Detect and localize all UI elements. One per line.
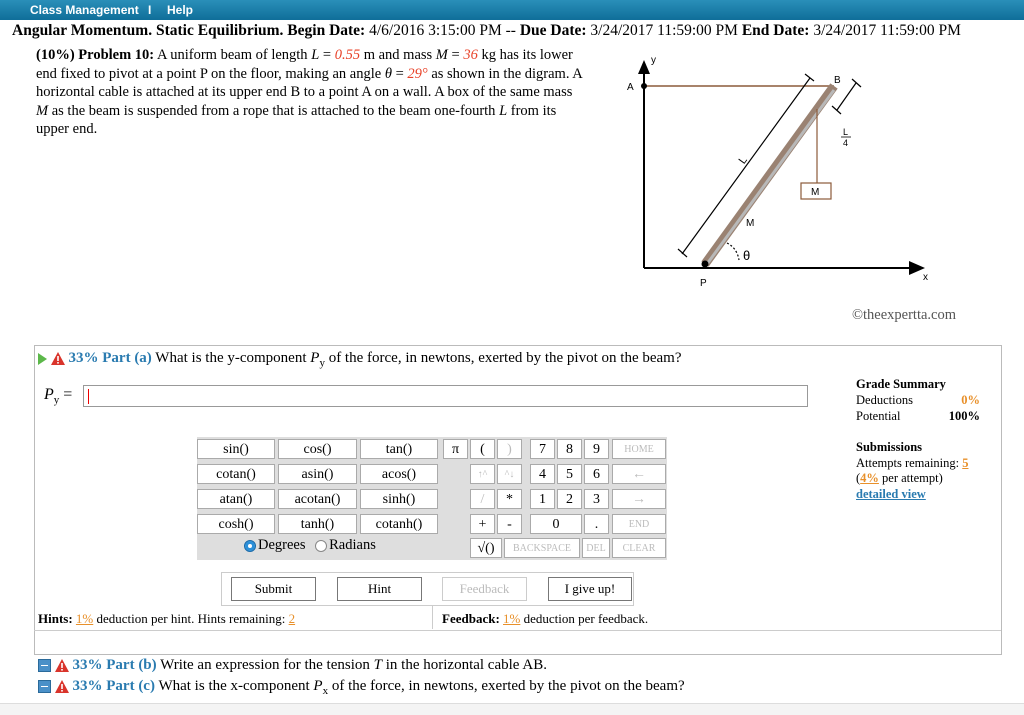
part-c-sub: x (322, 685, 329, 697)
length-value: 0.55 (334, 47, 361, 63)
point-P-label: P (700, 278, 707, 289)
beam (705, 86, 834, 264)
problem-text-6: from its upper end. (36, 102, 557, 137)
delete-key[interactable]: DEL (582, 538, 610, 558)
part-b-question-post: in the horizontal cable AB. (382, 657, 547, 673)
function-key[interactable]: tan() (360, 439, 438, 459)
part-c-var: P (313, 678, 323, 694)
part-c-question-pre: What is the x-component (158, 678, 314, 694)
radians-radio[interactable] (315, 540, 327, 552)
var-L-2: L (499, 102, 508, 119)
point-A (641, 83, 647, 89)
function-key[interactable]: cosh() (197, 514, 275, 534)
submissions-panel (856, 440, 986, 502)
per-attempt-value: 4% (860, 471, 879, 485)
beam-highlight (707, 90, 834, 264)
class-management-link[interactable]: Class Management (30, 3, 139, 17)
part-a-question-post: of the force, in newtons, exerted by the pivot on the beam? (324, 350, 682, 366)
date-dash: -- (505, 22, 516, 39)
pi-key[interactable]: π (443, 439, 468, 459)
divide-key[interactable]: / (470, 489, 495, 509)
potential-label: Potential (856, 409, 901, 423)
warning-icon (55, 680, 69, 693)
problem-text-3: kg has its lower end fixed to pivot at a point P on the floor, making an angle (36, 47, 573, 82)
problem-statement (36, 46, 584, 139)
degrees-label: Degrees (258, 537, 306, 553)
var-M-2: M (36, 102, 49, 119)
function-key[interactable]: acotan() (278, 489, 357, 509)
end-date-label: End Date: (741, 22, 810, 39)
hints-text: deduction per hint. Hints remaining: (93, 611, 289, 626)
problem-weight: (10%) Problem 10: (36, 47, 155, 63)
submit-button[interactable]: Submit (231, 577, 316, 601)
y-label: y (651, 55, 656, 66)
answer-label (44, 386, 72, 406)
angle-mode (244, 537, 376, 554)
up-caret-key[interactable]: ↑^ (470, 464, 495, 484)
collapse-icon[interactable] (38, 680, 51, 693)
hint-deduction: 1% (75, 611, 94, 626)
problem-text-5: as the beam is suspended from a rope that is attached to the beam one-fourth (48, 102, 500, 119)
function-key[interactable]: acos() (360, 464, 438, 484)
help-link[interactable]: Help (167, 3, 194, 17)
part-b-var: T (373, 657, 382, 673)
digit-key[interactable]: 9 (584, 439, 609, 459)
function-key[interactable]: cotanh() (360, 514, 438, 534)
theta-label: θ (743, 248, 751, 263)
left-paren-key[interactable]: ( (470, 439, 495, 459)
function-key[interactable]: tanh() (278, 514, 357, 534)
part-b-question-pre: Write an expression for the tension (160, 657, 374, 673)
attempts-value: 5 (962, 455, 969, 470)
var-L: L (311, 47, 320, 63)
bottom-bar (0, 703, 1024, 715)
hints-remaining: 2 (288, 611, 296, 626)
grade-summary (856, 376, 980, 424)
part-a-header (38, 350, 682, 369)
x-label: x (923, 272, 928, 283)
deductions-value: 0% (961, 393, 980, 407)
hints-feedback-divider (432, 605, 433, 629)
var-theta: θ (384, 65, 392, 82)
function-key[interactable]: sin() (197, 439, 275, 459)
collapse-icon[interactable] (38, 659, 51, 672)
part-b-percent: 33% Part (b) (72, 657, 157, 673)
beam-mass-label: M (746, 218, 755, 229)
digit-key[interactable]: 8 (557, 439, 582, 459)
angle-value: 29° (407, 65, 428, 82)
text-cursor (88, 389, 89, 404)
plus-key[interactable]: + (470, 514, 495, 534)
part-a-var: P (310, 350, 320, 366)
submissions-title: Submissions (856, 440, 923, 454)
function-key[interactable]: sinh() (360, 489, 438, 509)
box-M-label: M (811, 187, 820, 198)
feedback-deduction: 1% (503, 611, 521, 626)
feedback-label: Feedback: (442, 611, 500, 626)
copyright-credit: ©theexpertta.com (852, 307, 957, 323)
function-key[interactable]: cos() (278, 439, 357, 459)
begin-date: 4/6/2016 3:15:00 PM (369, 22, 502, 39)
clear-key[interactable]: CLEAR (612, 538, 666, 558)
end-date: 3/24/2017 11:59:00 PM (813, 22, 961, 39)
panel-divider (34, 630, 1001, 631)
function-key[interactable]: atan() (197, 489, 275, 509)
function-key[interactable]: asin() (278, 464, 357, 484)
feedback-text: deduction per feedback. (520, 611, 649, 626)
sqrt-key[interactable]: √() (470, 538, 502, 558)
digit-key[interactable]: 7 (530, 439, 555, 459)
assignment-title-bar (12, 22, 1012, 40)
end-key[interactable]: END (612, 514, 666, 534)
quarter-L-numerator: L (843, 127, 849, 137)
answer-label-var: P (44, 386, 54, 403)
length-tick-1 (678, 249, 687, 257)
problem-text-4: as shown in the digram. A horizontal cable is attached at its upper end B to a point A on a wall. A box of the same mass (36, 65, 582, 100)
feedback-info (442, 611, 648, 627)
problem-text-1: A uniform beam of length (154, 47, 312, 63)
expand-arrow-icon[interactable] (38, 353, 47, 365)
hints-label: Hints: (38, 611, 73, 626)
per-attempt-open: ( (856, 471, 861, 485)
beam-diagram (615, 46, 945, 291)
angle-arc (727, 243, 739, 260)
per-attempt-text: per attempt) (878, 471, 943, 485)
answer-label-sub: y (53, 394, 60, 407)
eq-L: = (319, 47, 335, 63)
part-c-question-post: of the force, in newtons, exerted by the pivot on the beam? (328, 678, 685, 694)
attempts-label: Attempts remaining: (856, 455, 963, 470)
nav-separator: I (148, 3, 152, 17)
hints-info (38, 611, 295, 627)
part-a-percent: 33% Part (a) (68, 350, 152, 366)
mass-value: 36 (463, 47, 478, 63)
grade-summary-title: Grade Summary (856, 377, 946, 391)
quarter-L-denominator: 4 (843, 138, 849, 148)
give-up-button[interactable]: I give up! (548, 577, 632, 601)
right-paren-key[interactable]: ) (497, 439, 522, 459)
digit-key[interactable]: 1 (530, 489, 555, 509)
point-A-label: A (627, 82, 634, 93)
var-M: M (435, 47, 448, 63)
pivot-point (702, 261, 709, 268)
part-c-percent: 33% Part (c) (72, 678, 155, 694)
part-c-header[interactable] (38, 678, 685, 697)
digit-key[interactable]: 3 (584, 489, 609, 509)
digit-key[interactable]: 6 (584, 464, 609, 484)
answer-label-eq: = (59, 386, 73, 403)
length-tick-2 (805, 74, 814, 81)
left-arrow-key[interactable]: ← (612, 464, 666, 484)
part-a-question-pre: What is the y-component (155, 350, 311, 366)
problem-text-2: m and mass (360, 47, 436, 63)
multiply-key[interactable]: * (497, 489, 522, 509)
feedback-button[interactable]: Feedback (442, 577, 527, 601)
due-date-label: Due Date: (519, 22, 587, 39)
part-b-header[interactable] (38, 657, 547, 674)
digit-key[interactable]: 4 (530, 464, 555, 484)
length-L-label: L (736, 154, 750, 167)
backspace-key[interactable]: BACKSPACE (504, 538, 580, 558)
home-key[interactable]: HOME (612, 439, 666, 459)
eq-M: = (447, 47, 464, 63)
right-arrow-key[interactable]: → (612, 489, 666, 509)
function-key[interactable]: cotan() (197, 464, 275, 484)
answer-input[interactable] (83, 385, 808, 407)
digit-key[interactable]: . (584, 514, 609, 534)
potential-value: 100% (948, 409, 980, 423)
warning-icon (55, 659, 69, 672)
down-caret-key[interactable]: ^↓ (497, 464, 522, 484)
deductions-label: Deductions (856, 393, 913, 407)
y-axis-arrow-icon (638, 60, 650, 74)
point-B-label: B (834, 75, 841, 86)
hint-button[interactable]: Hint (337, 577, 422, 601)
digit-key[interactable]: 5 (557, 464, 582, 484)
degrees-radio[interactable] (244, 540, 256, 552)
radians-label: Radians (329, 537, 376, 553)
minus-key[interactable]: - (497, 514, 522, 534)
eq-theta: = (391, 65, 408, 82)
detailed-view-link[interactable]: detailed view (856, 486, 926, 501)
digit-key[interactable]: 0 (530, 514, 582, 534)
quarter-L-dimension (837, 83, 856, 110)
assignment-title: Angular Momentum. Static Equilibrium. (12, 22, 284, 39)
part-a-sub: y (319, 357, 325, 369)
begin-date-label: Begin Date: (287, 22, 366, 39)
warning-icon (51, 352, 65, 365)
digit-key[interactable]: 2 (557, 489, 582, 509)
top-nav-bar (0, 0, 1024, 20)
due-date: 3/24/2017 11:59:00 PM (590, 22, 738, 39)
